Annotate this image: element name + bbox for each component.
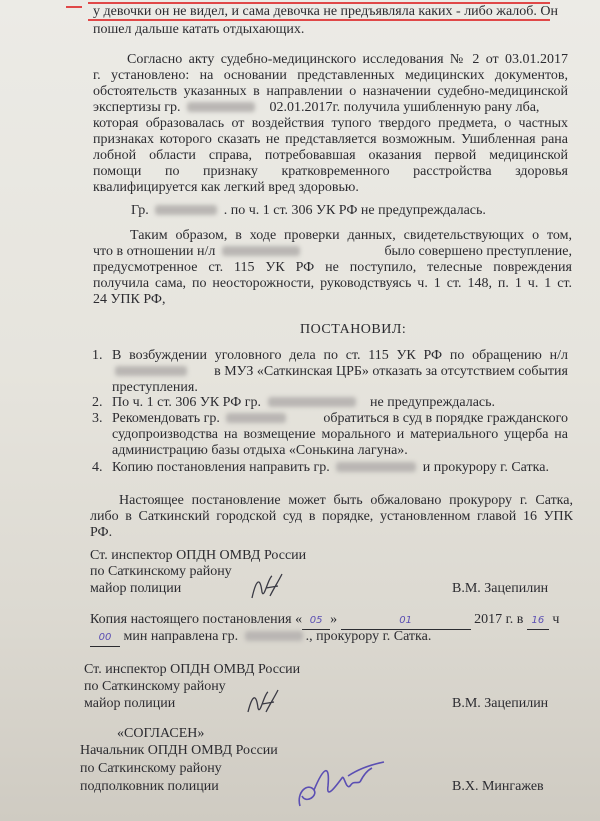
approval-line1: Начальник ОПДН ОМВД России: [80, 743, 278, 758]
approval-name: В.Х. Мингажев: [452, 779, 544, 794]
item3-number: 3.: [92, 411, 103, 426]
redacted-name: [336, 462, 416, 472]
item4-line1: [112, 460, 549, 476]
copy-hour: 16: [527, 613, 549, 630]
appeal-line3: РФ.: [90, 525, 113, 540]
para2-line4-end: 02.01.2017г. получила ушибленную рану лба,: [269, 100, 540, 115]
copy-month: 01: [341, 613, 471, 630]
para4-line1: Таким образом, в ходе проверки данных, свидетельствующих о том,: [130, 228, 572, 243]
copy-day: 05: [302, 613, 330, 630]
item4-number: 4.: [92, 460, 103, 475]
item3-line1: [112, 411, 568, 427]
item3-line2: судопроизводства на возмещение морального и материального ущерба на: [112, 427, 568, 442]
para4-line5: 24 УПК РФ,: [93, 292, 166, 307]
para2-line8: помощи по признаку кратковременного расстройства здоровья: [93, 164, 568, 179]
redacted-name: [226, 413, 286, 423]
approval-title: «СОГЛАСЕН»: [117, 726, 205, 741]
item4-end: и прокурору г. Сатка.: [422, 460, 549, 475]
para2-line2: г. установлено: на основании представленных медицинских документов,: [93, 68, 568, 83]
redacted-name: [115, 366, 187, 376]
signature-3: [290, 756, 390, 816]
para4-line2-start: что в отношении н/л: [93, 244, 216, 259]
copy-line1: [90, 612, 573, 630]
approval-line3: подполковник полиции: [80, 779, 219, 794]
para1-line2: пошел дальше катать отдыхающих.: [93, 22, 305, 37]
para3-end: . по ч. 1 ст. 306 УК РФ не предупреждалась.: [223, 203, 486, 218]
approval-line2: по Саткинскому району: [80, 761, 222, 776]
sign1-line3: майор полиции: [90, 581, 182, 596]
sign2-name: В.М. Зацепилин: [452, 696, 549, 711]
para4-line4: получила сама, по неосторожности, руководствуясь ч. 1 ст. 148, п. 1 ч. 1 ст.: [93, 276, 572, 291]
copy-start: Копия настоящего постановления «: [90, 612, 303, 627]
copy-year: 2017 г. в: [474, 612, 524, 627]
red-margin-mark: [66, 6, 82, 8]
copy-end: ., прокурору г. Сатка.: [305, 629, 432, 644]
para4-line3: предусмотренное ст. 115 УК РФ не поступило, телесные повреждения: [93, 260, 572, 275]
appeal-line1: Настоящее постановление может быть обжаловано прокурору г. Сатка,: [119, 493, 573, 508]
item2-number: 2.: [92, 395, 103, 410]
redacted-name: [155, 205, 217, 215]
sign1-line2: по Саткинскому району: [90, 564, 232, 579]
item2-line1: [112, 395, 495, 411]
redacted-name: [268, 397, 356, 407]
item1-line2-text: в МУЗ «Саткинская ЦРБ» отказать за отсутствием события: [214, 364, 568, 379]
item2-end: не предупреждалась.: [370, 395, 496, 410]
para2-line6: признаках которого сказать не представляется возможным. Ушибленная рана: [93, 132, 568, 147]
appeal-line2: либо в Саткинский городской суд в порядке, установленном главой 16 УПК: [90, 509, 573, 524]
sign2-line3: майор полиции: [84, 696, 176, 711]
para2-line5: которая образовалась от воздействия тупого твердого предмета, о частных: [93, 116, 568, 131]
resolution-heading: ПОСТАНОВИЛ:: [300, 322, 407, 337]
signature-2: [244, 686, 284, 720]
redacted-name: [245, 631, 303, 641]
redacted-name: [187, 102, 255, 112]
copy-minute: 00: [90, 630, 120, 647]
signature-1: [248, 570, 288, 604]
copy-hour-unit: ч: [552, 612, 560, 627]
item3-start: Рекомендовать гр.: [112, 411, 220, 426]
sign1-line1: Ст. инспектор ОПДН ОМВД России: [90, 548, 307, 563]
sign1-name: В.М. Зацепилин: [452, 581, 549, 596]
para4-line2-end: было совершено преступление,: [384, 244, 572, 259]
para2-line9: квалифицируется как легкий вред здоровью.: [93, 180, 359, 195]
item1-line3: преступления.: [112, 380, 198, 395]
item3-line3: администрацию базы отдыха «Сонькина лагуна».: [112, 443, 408, 458]
item1-line1: В возбуждении уголовного дела по ст. 115 УК РФ по обращению н/л: [112, 348, 568, 363]
copy-sent-to: мин направлена гр.: [123, 629, 239, 644]
para2-line1: Согласно акту судебно-медицинского исследования № 2 от 03.01.2017: [127, 52, 568, 67]
sign2-line1: Ст. инспектор ОПДН ОМВД России: [84, 662, 301, 677]
item1-number: 1.: [92, 348, 103, 363]
para2-line7: лобной области справа, потребовавшая оказания первой медицинской: [93, 148, 568, 163]
item2-start: По ч. 1 ст. 306 УК РФ гр.: [112, 395, 262, 410]
para1-line1: у девочки он не видел, и сама девочка не предъявляла каких - либо жалоб. Он: [93, 4, 559, 19]
para3-line: [131, 203, 486, 219]
para4-line2: [93, 244, 572, 260]
para2-line4: [93, 100, 539, 116]
sign2-line2: по Саткинскому району: [84, 679, 226, 694]
item4-start: Копию постановления направить гр.: [112, 460, 330, 475]
copy-line2: [90, 629, 431, 647]
redacted-name: [222, 246, 300, 256]
para2-line4-start: экспертизы гр.: [93, 100, 181, 115]
para3-start: Гр.: [131, 203, 149, 218]
para2-line3: обстоятельств указанных в направлении о назначении судебно-медицинской: [93, 84, 568, 99]
item1-line2: [112, 364, 568, 380]
item3-end: обратиться в суд в порядке гражданского: [323, 411, 568, 426]
copy-quote: »: [330, 612, 338, 627]
